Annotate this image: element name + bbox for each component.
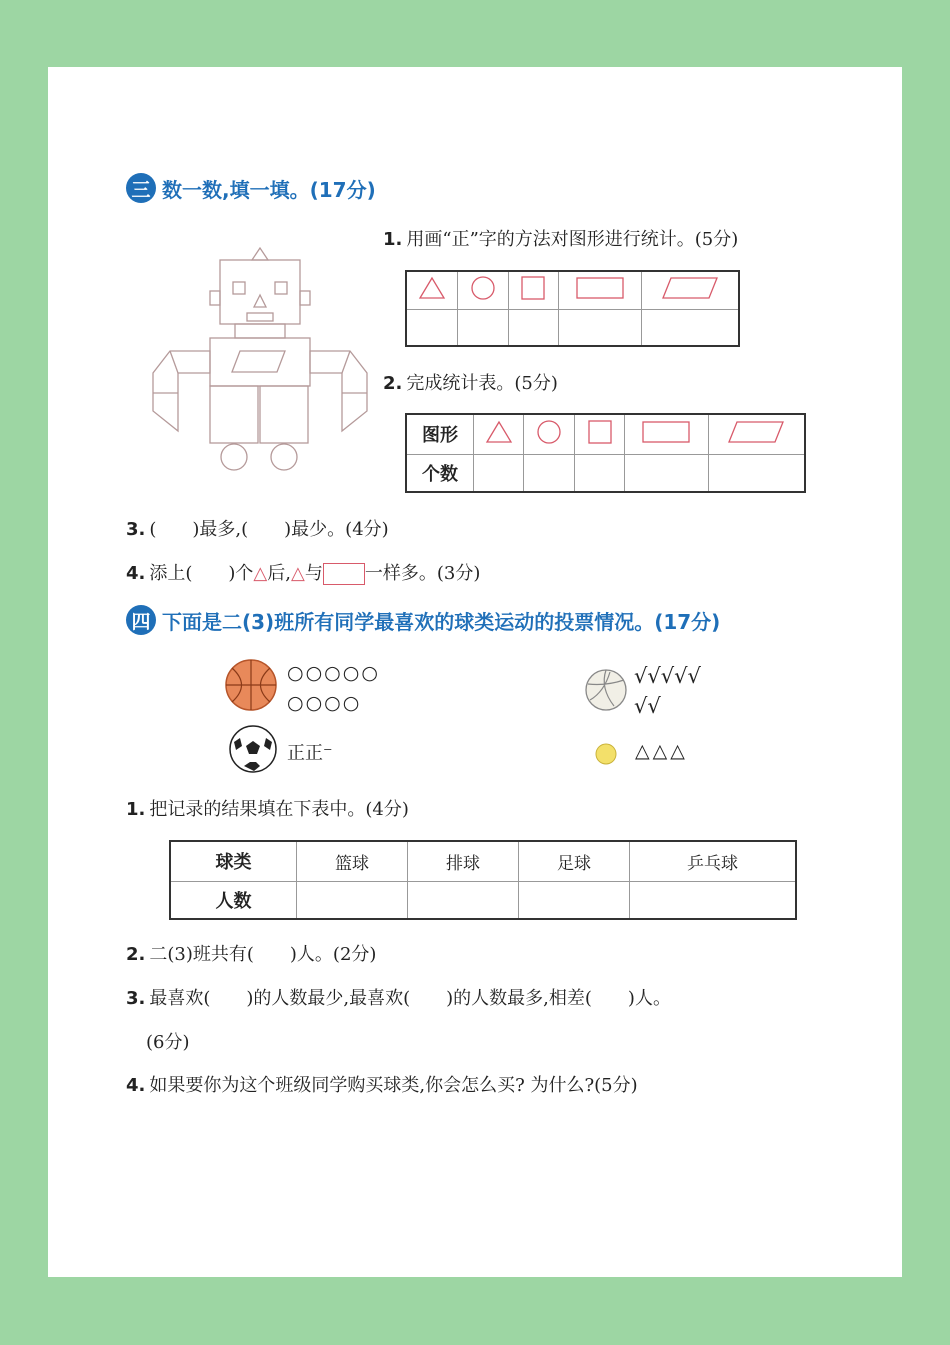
s3-question-3: 3. ( )最多,( )最少。(4分) (126, 519, 389, 540)
table-header-ball-type: 球类 (170, 841, 297, 881)
row-label-shape: 图形 (406, 414, 474, 454)
basketball-icon (224, 658, 278, 712)
robot-arm-left (153, 351, 210, 431)
s4-question-4: 4. 如果要你为这个班级同学购买球类,你会怎么买? 为什么?(5分) (126, 1075, 638, 1096)
count-cell[interactable] (474, 454, 524, 492)
count-cell[interactable] (625, 454, 708, 492)
robot-eye-right (275, 282, 287, 294)
tally-table (405, 270, 740, 347)
section-3-header (126, 173, 376, 203)
robot-leg-left (210, 386, 258, 443)
robot-neck (235, 324, 285, 338)
robot-ear-left (210, 291, 220, 305)
section-4-header (126, 605, 720, 635)
count-header-circle (524, 414, 574, 454)
count-header-square (574, 414, 624, 454)
vote-count-cell[interactable] (630, 881, 797, 919)
pingpong-ball-icon (594, 742, 618, 766)
count-header-triangle (474, 414, 524, 454)
s3-question-1: 1. 用画“正”字的方法对图形进行统计。(5分) (383, 229, 739, 250)
robot-eye-left (233, 282, 245, 294)
table-row-label-people: 人数 (170, 881, 297, 919)
tally-header-rectangle (559, 271, 642, 309)
robot-antenna-triangle (252, 248, 268, 260)
section-4-number: 四 (126, 605, 156, 635)
tally-cell[interactable] (406, 309, 457, 346)
count-header-rectangle (625, 414, 708, 454)
rectangle-symbol (323, 563, 365, 585)
tally-header-triangle (406, 271, 457, 309)
robot-ear-right (300, 291, 310, 305)
table-header-basketball: 篮球 (297, 841, 408, 881)
robot-body-parallelogram (232, 351, 285, 372)
count-header-parallelogram (708, 414, 805, 454)
s3-question-4: 4. 添上( )个△后,△与 一样多。(3分) (126, 563, 481, 584)
worksheet-page (48, 67, 902, 1277)
s3-question-2: 2. 完成统计表。(5分) (383, 373, 558, 394)
count-cell[interactable] (708, 454, 805, 492)
volleyball-icon (584, 668, 628, 712)
pingpong-tally: △△△ (635, 740, 688, 762)
tally-cell[interactable] (457, 309, 508, 346)
tally-cell[interactable] (508, 309, 559, 346)
robot-wheel-left (221, 444, 247, 470)
vote-count-cell[interactable] (408, 881, 519, 919)
s4-question-2: 2. 二(3)班共有( )人。(2分) (126, 944, 377, 965)
robot-nose-triangle (254, 295, 266, 307)
table-header-soccer: 足球 (519, 841, 630, 881)
table-header-volleyball: 排球 (408, 841, 519, 881)
section-4-title: 下面是二(3)班所有同学最喜欢的球类运动的投票情况。(17分) (162, 609, 721, 634)
triangle-symbol: △ (253, 563, 268, 584)
table-header-pingpong: 乒乓球 (630, 841, 797, 881)
tally-header-square (508, 271, 559, 309)
ball-vote-table (169, 840, 797, 920)
triangle-symbol: △ (291, 563, 305, 584)
s4-question-3: 3. 最喜欢( )的人数最少,最喜欢( )的人数最多,相差( )人。 (126, 988, 671, 1009)
robot-mouth (247, 313, 273, 321)
vote-count-cell[interactable] (297, 881, 408, 919)
section-3-number: 三 (126, 173, 156, 203)
basketball-tally: ○○○○○ ○○○○ (287, 662, 380, 714)
robot-head (220, 260, 300, 324)
robot-leg-right (260, 386, 308, 443)
tally-cell[interactable] (559, 309, 642, 346)
section-3-title: 数一数,填一填。(17分) (162, 177, 376, 202)
tally-header-circle (457, 271, 508, 309)
shape-count-table (405, 413, 806, 493)
s4-question-3-points: (6分) (146, 1032, 190, 1053)
robot-body (210, 338, 310, 386)
volleyball-tally: √√√√√ √√ (634, 664, 701, 718)
s4-question-1: 1. 把记录的结果填在下表中。(4分) (126, 799, 409, 820)
robot-figure (148, 243, 373, 475)
count-cell[interactable] (574, 454, 624, 492)
robot-arm-right (310, 351, 367, 431)
count-cell[interactable] (524, 454, 574, 492)
row-label-count: 个数 (406, 454, 474, 492)
soccer-ball-icon (228, 724, 278, 774)
tally-cell[interactable] (642, 309, 739, 346)
robot-wheel-right (271, 444, 297, 470)
vote-count-cell[interactable] (519, 881, 630, 919)
soccer-tally: 正正⁻ (287, 743, 333, 764)
tally-header-parallelogram (642, 271, 739, 309)
